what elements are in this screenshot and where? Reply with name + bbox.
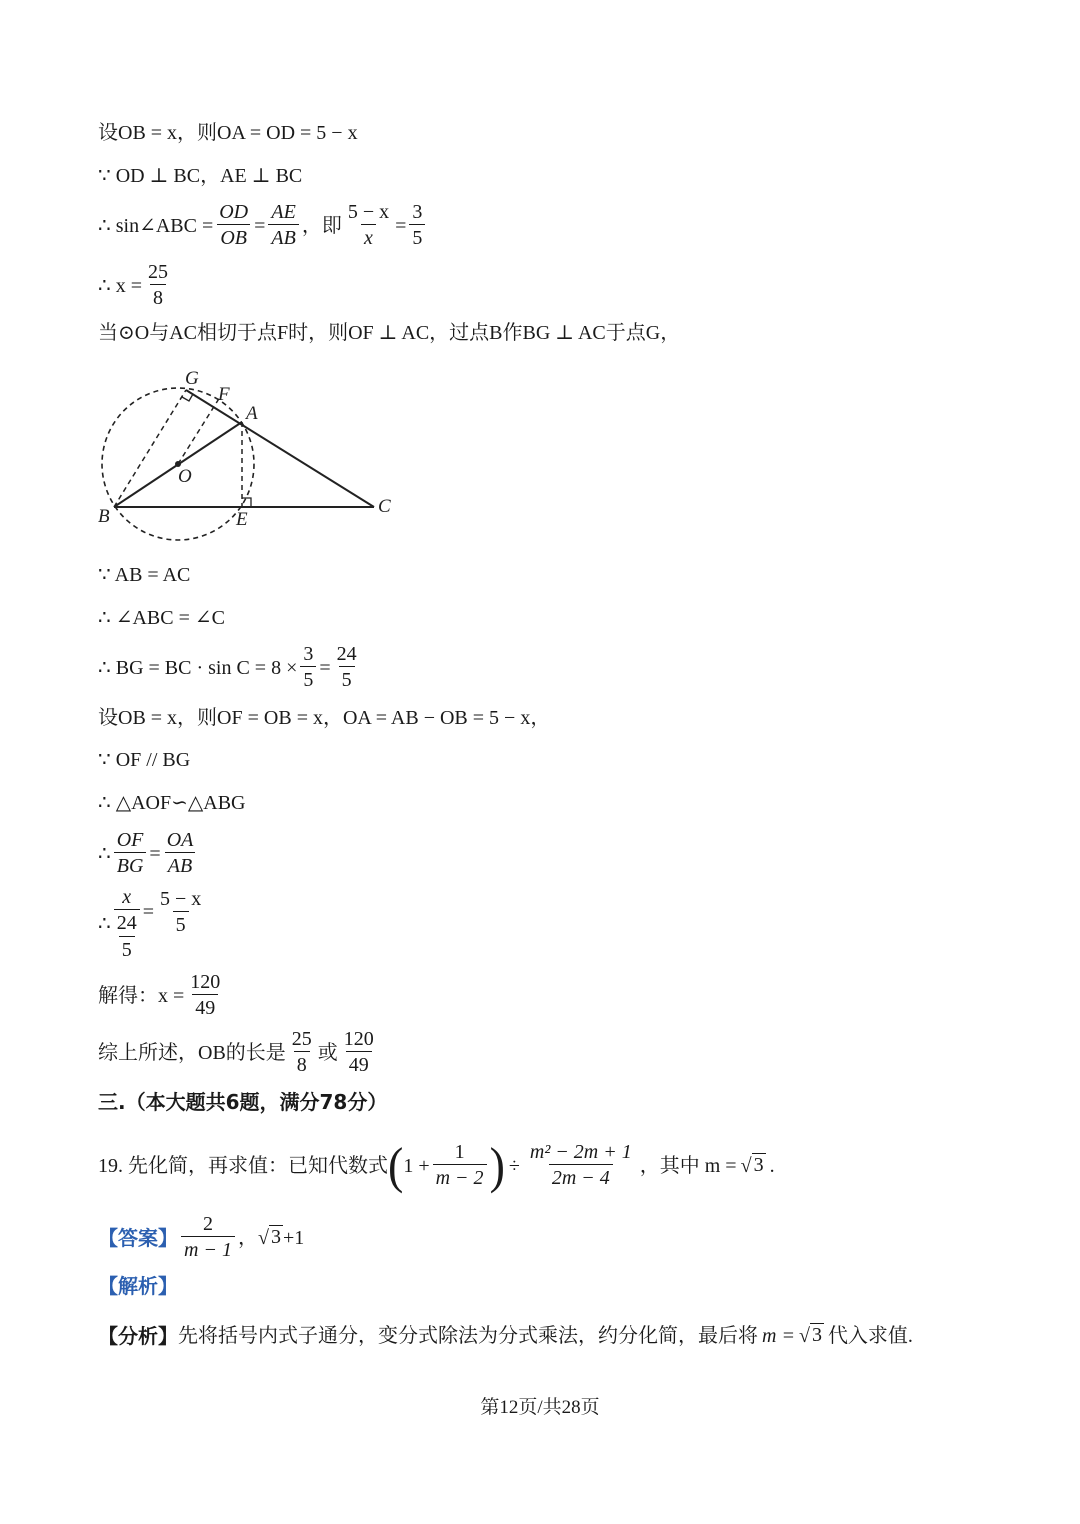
denominator: AB bbox=[165, 852, 195, 879]
numerator: 25 bbox=[291, 1028, 312, 1050]
label-o: O bbox=[178, 466, 192, 487]
line-14 bbox=[98, 970, 226, 1021]
fraction-5mx-5 bbox=[157, 887, 204, 938]
numerator: 24 bbox=[336, 643, 357, 665]
denominator: m − 2 bbox=[433, 1164, 487, 1191]
sqrt-sign-icon: √ bbox=[798, 1325, 810, 1347]
denominator: 5 bbox=[339, 666, 355, 693]
line-2-text: ∵ OD ⊥ BC，AE ⊥ BC bbox=[98, 165, 303, 187]
numerator: m² − 2m + 1 bbox=[529, 1141, 632, 1163]
inner-numerator: 24 bbox=[116, 912, 137, 934]
segment-bg bbox=[114, 390, 186, 507]
denominator: AB bbox=[268, 224, 298, 251]
label-b: B bbox=[98, 506, 110, 527]
fraction-3-5 bbox=[300, 642, 316, 693]
fraction-3-5 bbox=[409, 200, 425, 251]
right-paren: ) bbox=[489, 1136, 505, 1193]
right-angle-g bbox=[182, 394, 193, 401]
sqrt-3 bbox=[799, 1323, 824, 1349]
line-1-text: 设OB = x，则OA = OD = 5 − x bbox=[98, 122, 358, 144]
denominator: OB bbox=[217, 224, 250, 251]
sqrt-3 bbox=[258, 1225, 283, 1251]
segment-of bbox=[178, 397, 220, 464]
numerator: OA bbox=[166, 829, 194, 851]
answer-tag: 【答案】 bbox=[98, 1225, 178, 1250]
denominator: 5 bbox=[173, 911, 189, 938]
section-heading-text: 三.（本大题共6题，满分78分） bbox=[98, 1090, 388, 1114]
line-12-pre: ∴ bbox=[98, 842, 111, 865]
line-7 bbox=[98, 605, 225, 631]
fraction-ae-ab bbox=[268, 200, 298, 251]
numerator: 5 − x bbox=[160, 887, 202, 910]
line-5 bbox=[98, 320, 680, 346]
line-2 bbox=[98, 163, 302, 189]
radicand: 3 bbox=[753, 1153, 764, 1176]
fenxi-tail: 代入求值. bbox=[827, 1325, 913, 1347]
label-c: C bbox=[378, 496, 391, 517]
equals: = bbox=[149, 842, 161, 865]
section-heading bbox=[98, 1089, 387, 1115]
line-3-pre: ∴ sin∠ABC = bbox=[98, 214, 214, 237]
line-15 bbox=[98, 1027, 380, 1078]
line-11-text: ∴ △AOF∽△ABG bbox=[98, 792, 246, 814]
denominator: 2m − 4 bbox=[549, 1164, 613, 1191]
fraction-od-ob bbox=[216, 200, 251, 251]
line-9-text: 设OB = x，则OF = OB = x，OA = AB − OB = 5 − x， bbox=[98, 707, 551, 729]
radicand: 3 bbox=[811, 1324, 822, 1346]
line-15-mid: 或 bbox=[317, 1041, 338, 1064]
answer-sep: ， bbox=[237, 1226, 258, 1249]
line-8 bbox=[98, 642, 363, 693]
q19-one-plus: 1 + bbox=[403, 1154, 430, 1177]
sqrt-sign-icon: √ bbox=[740, 1154, 752, 1177]
label-e: E bbox=[236, 509, 248, 530]
equals: = bbox=[254, 214, 266, 237]
q19-post: ，其中 m = bbox=[639, 1154, 737, 1177]
line-13-pre: ∴ bbox=[98, 913, 111, 935]
fenxi-text: 先将括号内式子通分，变分式除法为分式乘法，约分化简，最后将 bbox=[178, 1325, 758, 1347]
numerator: 3 bbox=[303, 643, 314, 665]
fenxi-line bbox=[98, 1323, 913, 1349]
line-13 bbox=[98, 885, 207, 963]
line-14-pre: 解得：x = bbox=[98, 984, 185, 1007]
label-a: A bbox=[246, 403, 258, 424]
denominator: 5 bbox=[409, 224, 425, 251]
line-9 bbox=[98, 705, 550, 731]
answer-plus: +1 bbox=[282, 1226, 305, 1249]
line-11 bbox=[98, 790, 245, 816]
equals: = bbox=[395, 214, 407, 237]
line-12 bbox=[98, 828, 199, 879]
numerator: 3 bbox=[412, 201, 423, 223]
denominator: m − 1 bbox=[181, 1236, 235, 1263]
denominator: 8 bbox=[150, 284, 166, 311]
denominator bbox=[114, 909, 140, 963]
fraction-120-49 bbox=[187, 970, 223, 1021]
line-4 bbox=[98, 260, 174, 311]
equals: = bbox=[142, 901, 155, 923]
line-5-text: 当⊙O与AC相切于点F时，则OF ⊥ AC，过点B作BG ⊥ AC于点G， bbox=[98, 322, 681, 344]
denominator: x bbox=[361, 224, 376, 251]
line-3-mid: ，即 bbox=[301, 214, 342, 237]
fraction-24-5 bbox=[334, 642, 360, 693]
fraction-5mx-x bbox=[345, 200, 392, 251]
line-15-pre: 综上所述，OB的长是 bbox=[98, 1041, 286, 1064]
numerator: 1 bbox=[454, 1141, 465, 1163]
q19-end: . bbox=[769, 1154, 775, 1177]
fraction-1-m-2 bbox=[433, 1140, 487, 1191]
denominator: 5 bbox=[300, 666, 316, 693]
geometry-diagram bbox=[90, 362, 420, 547]
numerator: 120 bbox=[190, 971, 221, 993]
analysis-tag: 【解析】 bbox=[98, 1274, 178, 1298]
page-footer: 第12页/共28页 bbox=[480, 1397, 600, 1418]
line-4-pre: ∴ x = bbox=[98, 274, 143, 297]
label-g: G bbox=[185, 368, 199, 389]
line-10 bbox=[98, 747, 190, 773]
q19-pre: 19. 先化简，再求值：已知代数式 bbox=[98, 1154, 388, 1177]
numerator: OD bbox=[219, 201, 249, 223]
answer-line bbox=[98, 1212, 304, 1263]
line-3 bbox=[98, 200, 428, 251]
inner-denominator: 5 bbox=[119, 936, 135, 963]
radicand: 3 bbox=[270, 1225, 281, 1248]
line-7-text: ∴ ∠ABC = ∠C bbox=[98, 607, 225, 629]
denominator: 49 bbox=[346, 1051, 372, 1078]
question-19 bbox=[98, 1136, 775, 1193]
fraction-of-bg bbox=[114, 828, 147, 879]
equals: = bbox=[319, 656, 331, 679]
label-f: F bbox=[218, 384, 230, 405]
fraction-2-m-1 bbox=[181, 1212, 235, 1263]
numerator: 2 bbox=[202, 1213, 213, 1235]
sqrt-sign-icon: √ bbox=[257, 1226, 269, 1249]
denominator: BG bbox=[114, 852, 147, 879]
denominator: 49 bbox=[192, 994, 218, 1021]
sqrt-3 bbox=[741, 1153, 766, 1179]
fenxi-mexpr: m = bbox=[762, 1325, 795, 1347]
left-paren: ( bbox=[388, 1136, 404, 1193]
fraction-m2-2m-4 bbox=[527, 1140, 635, 1191]
complex-fraction bbox=[114, 885, 140, 963]
line-8-pre: ∴ BG = BC · sin C = 8 × bbox=[98, 656, 298, 679]
fraction-25-8 bbox=[145, 260, 171, 311]
fraction-120-49 bbox=[341, 1027, 377, 1078]
numerator: 120 bbox=[343, 1028, 374, 1050]
fraction-25-8 bbox=[289, 1027, 315, 1078]
analysis-line bbox=[98, 1273, 178, 1299]
fraction-oa-ab bbox=[164, 828, 197, 879]
line-6 bbox=[98, 562, 190, 588]
fenxi-tag: 【分析】 bbox=[98, 1324, 178, 1348]
numerator: x bbox=[122, 886, 132, 908]
line-6-text: ∵ AB = AC bbox=[98, 564, 191, 586]
denominator: 8 bbox=[294, 1051, 310, 1078]
numerator: OF bbox=[116, 829, 144, 851]
numerator: 25 bbox=[148, 261, 169, 283]
divide-sign: ÷ bbox=[508, 1154, 520, 1177]
numerator: 5 − x bbox=[347, 201, 390, 223]
numerator: AE bbox=[271, 201, 296, 223]
line-10-text: ∵ OF // BG bbox=[98, 749, 191, 771]
line-1 bbox=[98, 120, 358, 146]
